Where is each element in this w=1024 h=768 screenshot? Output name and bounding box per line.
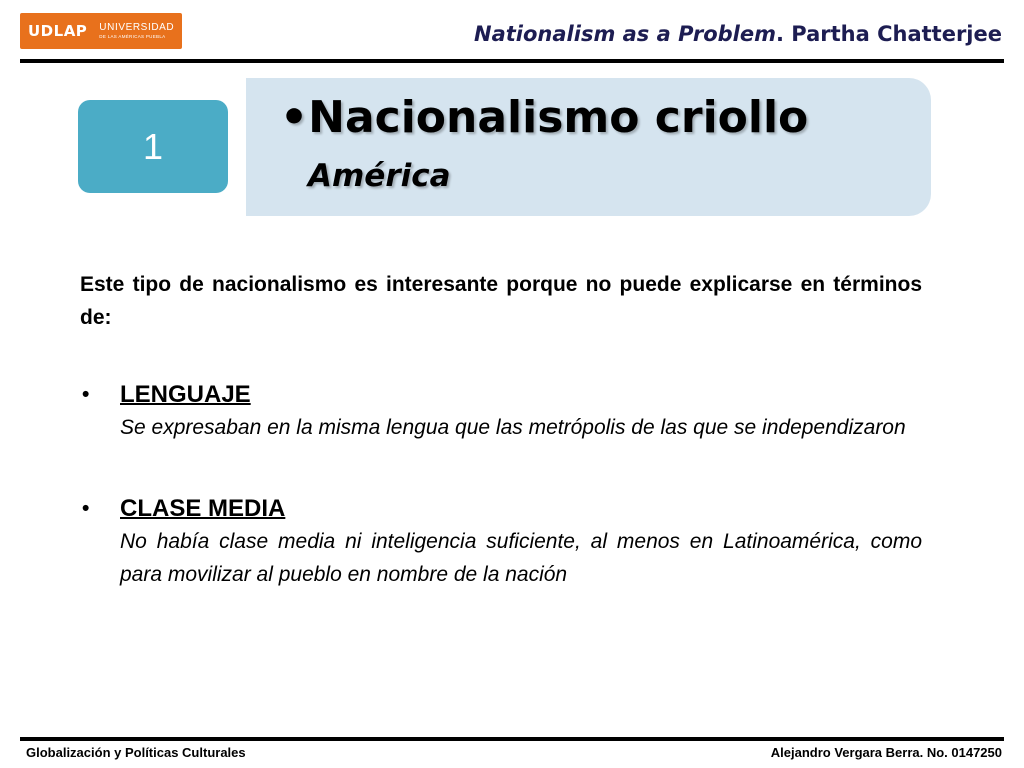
list-item-lenguaje [80,378,922,444]
footer-course: Globalización y Políticas Culturales [26,745,246,760]
udlap-logo [20,13,182,49]
item-heading: LENGUAJE [120,381,251,408]
footer-divider [20,737,1004,741]
item-description: Se expresaban en la misma lengua que las metrópolis de las que se independizaron [120,416,906,439]
header-title-book: Nationalism as a Problem [474,22,776,46]
slide-number: 1 [142,125,164,167]
list-item-clase-media [80,492,922,591]
footer-author: Alejandro Vergara Berra. No. 0147250 [770,745,1002,760]
header-title-author: . Partha Chatterjee [775,22,1002,46]
slide-title-text: Nacionalismo criollo [308,92,809,143]
bullet-icon: • [82,497,90,520]
logo-subtitle-line-1: UNIVERSIDAD [99,21,175,33]
title-panel [246,78,931,216]
logo-subtitle-line-2: DE LAS AMÉRICAS PUEBLA [99,33,166,39]
slide-subtitle: América [308,158,451,194]
title-bullet: • [280,92,309,143]
item-description: No había clase media ni inteligencia suficiente, al menos en Latinoamérica, como para movilizar al pueblo en nombre de la nación [120,530,922,586]
slide-content [80,268,922,591]
slide-number-box [78,100,228,193]
logo-subtitle [99,23,174,40]
bullet-icon: • [82,383,90,406]
slide-title [280,92,808,143]
header-divider [20,59,1004,63]
header-title [474,22,1002,46]
item-heading: CLASE MEDIA [120,495,286,522]
intro-paragraph: Este tipo de nacionalismo es interesante porque no puede explicarse en términos de: [80,273,922,329]
logo-text: UDLAP [28,22,88,40]
